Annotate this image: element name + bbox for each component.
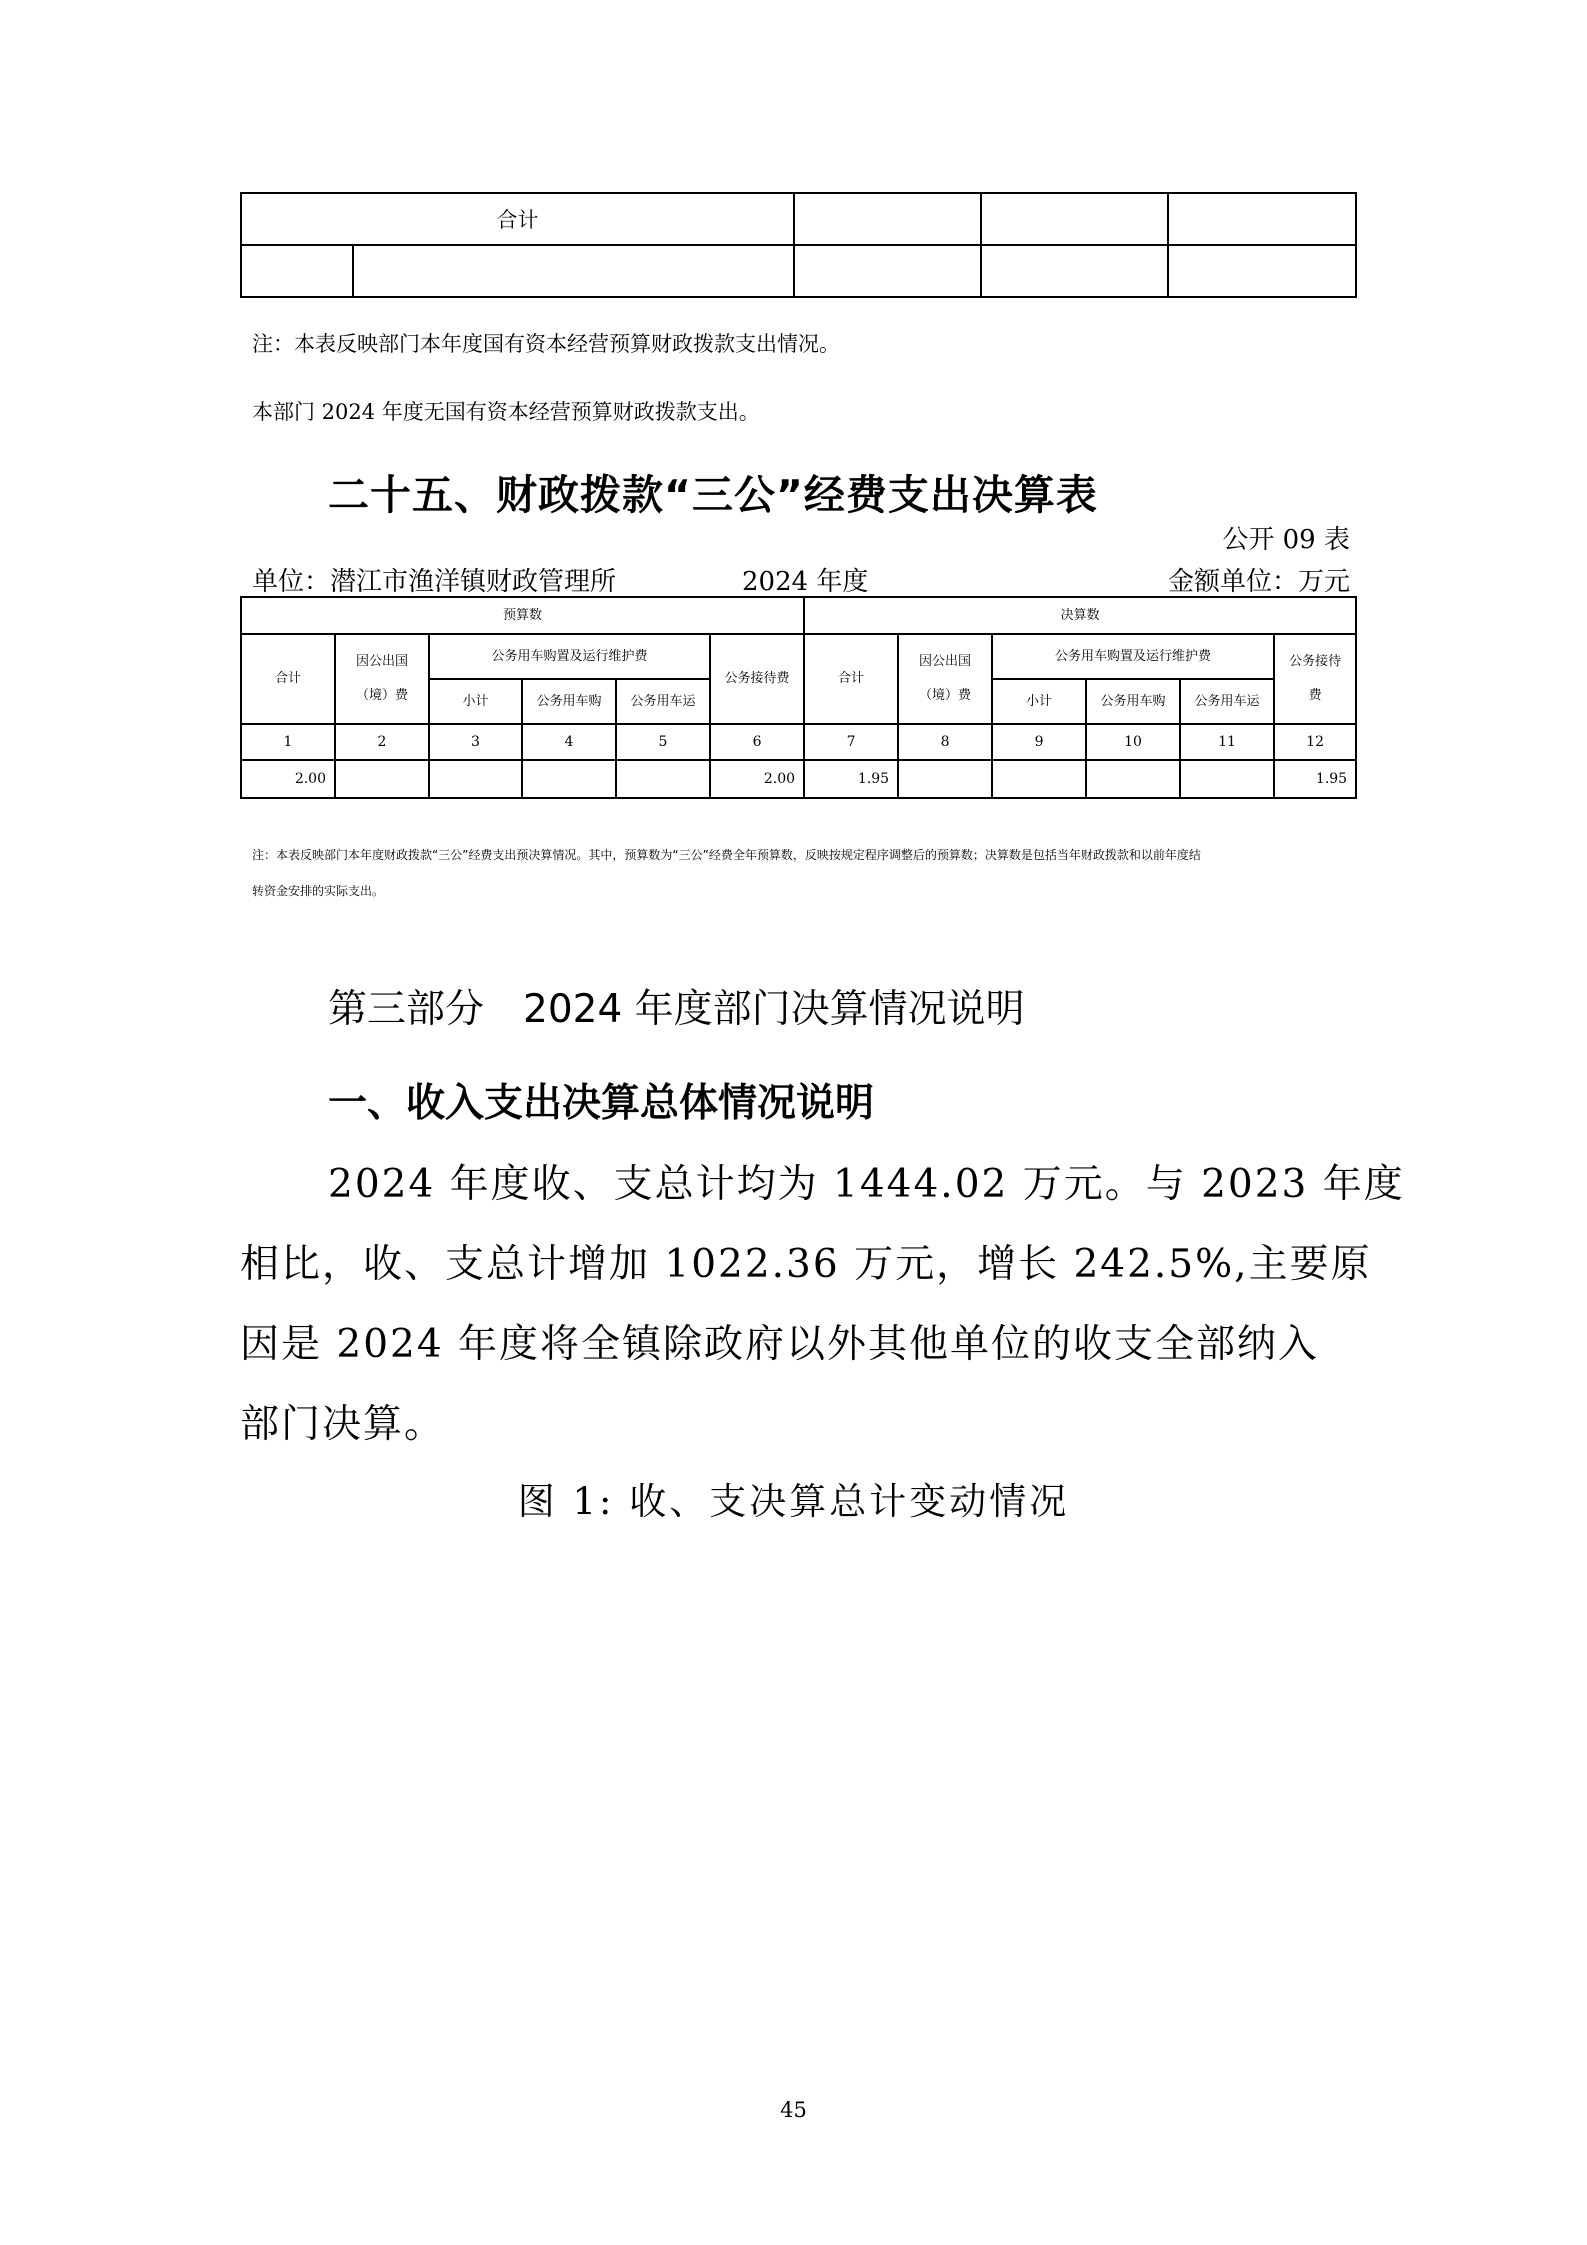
index-cell: 3 [429, 724, 522, 760]
paragraph-line: 相比，收、支总计增加 1022.36 万元，增长 242.5%,主要原 [240, 1242, 1372, 1287]
final-header: 决算数 [804, 597, 1356, 634]
final-total-header: 合计 [804, 634, 898, 724]
index-cell: 6 [710, 724, 804, 760]
budget-vehicle-purchase-header: 公务用车购 [522, 679, 616, 724]
final-reception-header [1274, 634, 1356, 724]
index-cell: 10 [1086, 724, 1180, 760]
no-expense-note: 本部门 2024 年度无国有资本经营预算财政拨款支出。 [252, 400, 760, 424]
section-title: 二十五、财政拨款“三公”经费支出决算表 [328, 471, 1098, 519]
header-line: 公务接待 [1289, 654, 1342, 670]
header-line: 因公出国 [355, 654, 408, 670]
paragraph-line: 因是 2024 年度将全镇除政府以外其他单位的收支全部纳入 [240, 1322, 1320, 1367]
state-capital-table [240, 192, 1357, 298]
final-vehicle-purchase-header: 公务用车购 [1086, 679, 1180, 724]
value-cell [1086, 760, 1180, 798]
table-row [241, 597, 1356, 634]
value-cell [992, 760, 1086, 798]
final-subtotal-header: 小计 [992, 679, 1086, 724]
table-row [241, 634, 1356, 679]
value-cell [335, 760, 429, 798]
table-cell [794, 245, 981, 297]
budget-total-header: 合计 [241, 634, 335, 724]
value-cell: 1.95 [804, 760, 898, 798]
index-cell: 2 [335, 724, 429, 760]
index-cell: 4 [522, 724, 616, 760]
header-line: （境）费 [355, 688, 408, 703]
table-cell [981, 193, 1168, 245]
form-code: 公开 09 表 [1222, 525, 1350, 555]
paragraph-line: 部门决算。 [240, 1402, 446, 1447]
header-line: 因公出国 [919, 654, 972, 670]
figure-caption: 图 1: 收、支决算总计变动情况 [517, 1480, 1070, 1523]
table-cell [1168, 245, 1356, 297]
value-row [241, 760, 1356, 798]
value-cell [616, 760, 710, 798]
table-cell [1168, 193, 1356, 245]
table-cell [353, 245, 794, 297]
index-cell: 5 [616, 724, 710, 760]
value-cell [522, 760, 616, 798]
final-vehicle-operation-header: 公务用车运 [1180, 679, 1274, 724]
value-cell: 1.95 [1274, 760, 1356, 798]
header-line: （境）费 [919, 688, 972, 703]
final-abroad-header [898, 634, 992, 724]
total-cell: 合计 [241, 193, 794, 245]
budget-subtotal-header: 小计 [429, 679, 522, 724]
table-row [241, 245, 1356, 297]
budget-reception-header: 公务接待费 [710, 634, 804, 724]
page-number: 45 [780, 2098, 807, 2122]
value-cell: 2.00 [241, 760, 335, 798]
budget-vehicle-operation-header: 公务用车运 [616, 679, 710, 724]
budget-vehicle-group: 公务用车购置及运行维护费 [429, 634, 710, 679]
index-cell: 8 [898, 724, 992, 760]
paragraph-line: 2024 年度收、支总计均为 1444.02 万元。与 2023 年度 [328, 1162, 1405, 1207]
table-footnote-line2: 转资金安排的实际支出。 [252, 884, 385, 898]
part-three-title: 第三部分 2024 年度部门决算情况说明 [328, 987, 1025, 1032]
subsection-title: 一、收入支出决算总体情况说明 [328, 1081, 875, 1126]
index-cell: 7 [804, 724, 898, 760]
table-cell [241, 245, 353, 297]
index-row [241, 724, 1356, 760]
amount-unit: 金额单位：万元 [1167, 567, 1350, 597]
table-cell [794, 193, 981, 245]
header-line: 费 [1308, 688, 1322, 703]
table-footnote-line1: 注：本表反映部门本年度财政拨款“三公”经费支出预决算情况。其中，预算数为“三公”经费全年预算数，反映按规定程序调整后的预算数；决算数是包括当年财政拨款和以前年度结 [252, 848, 1201, 862]
year-label: 2024 年度 [742, 567, 869, 597]
unit-label: 单位：潜江市渔洋镇财政管理所 [252, 567, 617, 597]
budget-header: 预算数 [241, 597, 804, 634]
budget-abroad-header [335, 634, 429, 724]
index-cell: 11 [1180, 724, 1274, 760]
value-cell [898, 760, 992, 798]
table-row [241, 193, 1356, 245]
index-cell: 9 [992, 724, 1086, 760]
index-cell: 12 [1274, 724, 1356, 760]
three-public-expenses-table [240, 596, 1357, 799]
value-cell [429, 760, 522, 798]
value-cell [1180, 760, 1274, 798]
value-cell: 2.00 [710, 760, 804, 798]
final-vehicle-group: 公务用车购置及运行维护费 [992, 634, 1274, 679]
table-cell [981, 245, 1168, 297]
table-note: 注：本表反映部门本年度国有资本经营预算财政拨款支出情况。 [252, 332, 840, 356]
index-cell: 1 [241, 724, 335, 760]
